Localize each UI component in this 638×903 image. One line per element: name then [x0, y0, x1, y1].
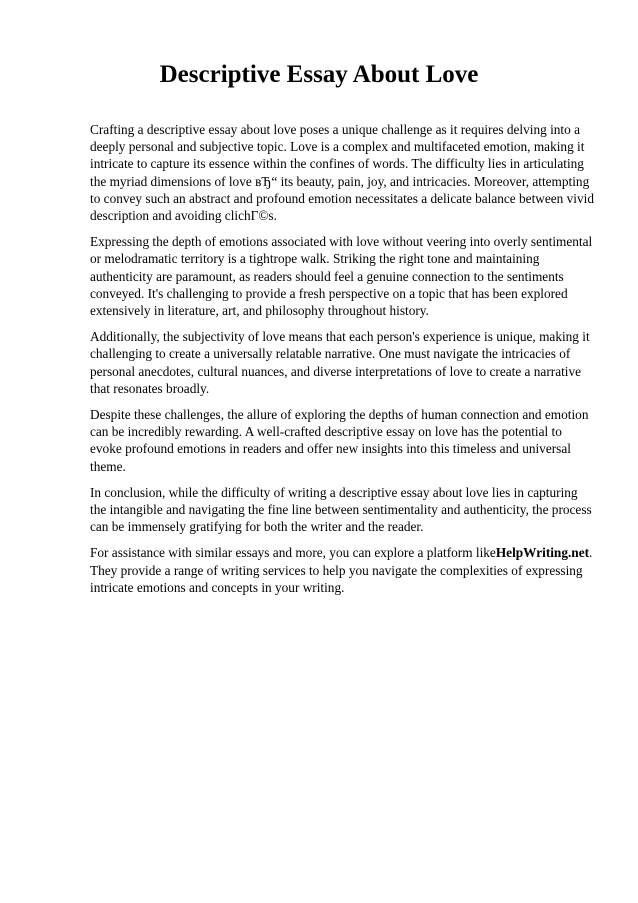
closing-paragraph	[90, 544, 594, 596]
paragraph-1: Crafting a descriptive essay about love poses a unique challenge as it requires delving into a deeply personal and subjective topic. Love is a complex and multifaceted emotion, making it intricate to capture its essence within the confines of words. The difficulty lies in articulating the myriad dimensions of love вЂ“ its beauty, pain, joy, and intricacies. Moreover, attempting to convey such an abstract and profound emotion necessitates a delicate balance between vivid description and avoiding clichГ©s.	[90, 122, 594, 224]
closing-text-after: . They provide a range of writing services to help you navigate the complexities of expressing intricate emotions and concepts in your writing.	[90, 545, 593, 595]
paragraph-2: Expressing the depth of emotions associated with love without veering into overly sentimental or melodramatic territory is a tightrope walk. Striking the right tone and maintaining authenticity are paramount, as readers should feel a genuine connection to the sentiments conveyed. It's challenging to provide a fresh perspective on a topic that has been explored extensively in literature, art, and philosophy throughout history.	[90, 234, 593, 319]
closing-text-before: For assistance with similar essays and more, you can explore a platform like	[90, 545, 496, 561]
essay-body	[90, 121, 594, 605]
page-title: Descriptive Essay About Love	[159, 61, 479, 88]
paragraph-4: Despite these challenges, the allure of exploring the depths of human connection and emotion can be incredibly rewarding. A well-crafted descriptive essay on love has the potential to evoke profound emotions in readers and offer new insights into this timeless and universal theme.	[90, 407, 589, 474]
paragraph-3: Additionally, the subjectivity of love means that each person's experience is unique, making it challenging to create a universally relatable narrative. One must navigate the intricacies of personal anecdotes, cultural nuances, and diverse interpretations of love to create a narrative that resonates broadly.	[90, 329, 590, 396]
paragraph-5: In conclusion, while the difficulty of writing a descriptive essay about love lies in capturing the intangible and navigating the fine line between sentimentality and authenticity, the process can be immensely gratifying for both the writer and the reader.	[90, 484, 592, 535]
brand-link[interactable]: HelpWriting.net	[495, 545, 590, 561]
